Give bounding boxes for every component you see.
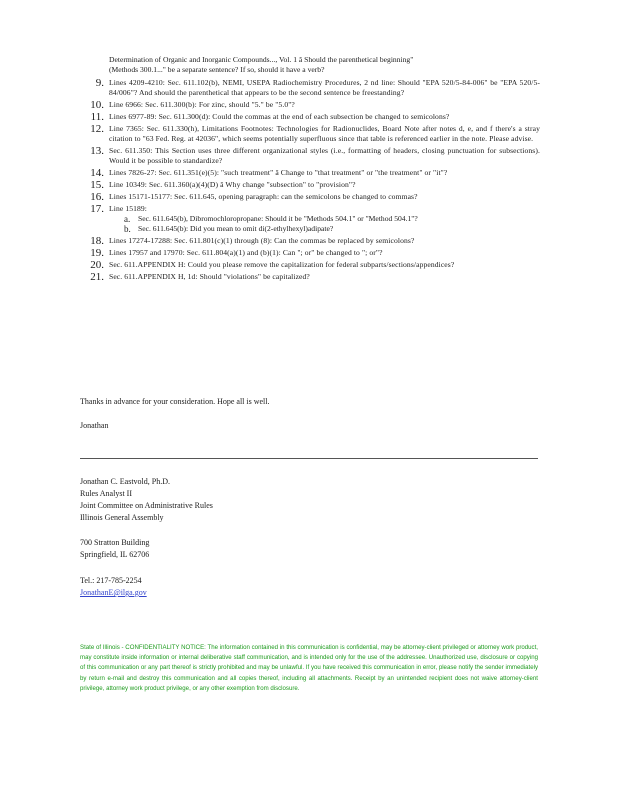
item-number: 20. [90, 259, 104, 271]
signature-address-1: 700 Stratton Building [80, 538, 150, 547]
item-number: 15. [90, 179, 104, 191]
item-text: Line 10349: Sec. 611.360(a)(4)(D) â Why change "subsection" to "provision"? [109, 180, 356, 189]
item-text: Lines 17957 and 17970: Sec. 611.804(a)(1) and (b)(1): Can "; or" be changed to "; or"? [109, 248, 383, 257]
item-text: Lines 4209-4210: Sec. 611.102(b), NEMI, USEPA Radiochemistry Procedures, 2 nd line: Should "EPA 520/5-84-006" be "EPA 520/5-84/006"? And should the parenthetical that appears to be the second sentence be freestanding? [109, 78, 540, 97]
signature-divider [80, 458, 538, 459]
item-number: 14. [90, 167, 104, 179]
sub-item-text: Sec. 611.645(b): Did you mean to omit di(2-ethylhexyl)adipate? [138, 224, 334, 233]
list-item [80, 260, 540, 270]
list-item [80, 236, 540, 246]
list-item [80, 192, 540, 202]
signature-org-1: Joint Committee on Administrative Rules [80, 501, 213, 510]
item-text: Lines 6977-89: Sec. 611.300(d): Could the commas at the end of each subsection be changed to semicolons? [109, 112, 450, 121]
list-item [80, 112, 540, 122]
sub-item [124, 224, 540, 234]
signature-name: Jonathan C. Eastvold, Ph.D. [80, 477, 170, 486]
item-number: 21. [90, 271, 104, 283]
intro-line-2: (Methods 300.1..." be a separate sentence? If so, should it have a verb? [109, 65, 325, 74]
list-item [80, 248, 540, 258]
sub-item-label: a. [124, 214, 131, 224]
sub-item-label: b. [124, 224, 131, 234]
list-item [80, 180, 540, 190]
item-number: 13. [90, 145, 104, 157]
item-text: Sec. 611.APPENDIX H: Could you please remove the capitalization for federal subparts/sections/appendices? [109, 260, 455, 269]
item-text: Sec. 611.350: This Section uses three different organizational styles (i.e., formatting of headers, closing punctuation for subsections). Would it be possible to standardize? [109, 146, 540, 165]
item-text: Line 7365: Sec. 611.330(h), Limitations Footnotes: Technologies for Radionuclides, Board Note after notes d, e, and f there's a stray citation to "63 Fed. Reg. at 42036", which seems potentially superfluous since that table is referenced earlier in the note. Please advise. [109, 124, 540, 143]
item-number: 17. [90, 203, 104, 215]
list-item [80, 100, 540, 110]
confidentiality-notice: State of Illinois - CONFIDENTIALITY NOTICE: The information contained in this communication is confidential, may be attorney-client privileged or attorney work product, may constitute inside information or internal deliberative staff communication, and is intended only for the use of the addressee. Unauthorized use, disclosure or copying of this communication or any part thereof is strictly prohibited and may be unlawful. If you have received this communication in error, please notify the sender immediately by return e-mail and destroy this communication and all copies thereof, including all attachments. Receipt by an unintended recipient does not waive attorney-client privilege, attorney work product privilege, or any other exemption from disclosure. [80, 644, 538, 692]
item-number: 16. [90, 191, 104, 203]
list-item [80, 78, 540, 98]
item-number: 19. [90, 247, 104, 259]
item-number: 12. [90, 123, 104, 135]
comment-list [80, 55, 540, 284]
item-number: 10. [90, 99, 104, 111]
item-number: 9. [95, 77, 104, 89]
list-item [80, 124, 540, 144]
email-link[interactable]: JonathanE@ilga.gov [80, 588, 147, 597]
item-text: Lines 15171-15177: Sec. 611.645, opening paragraph: can the semicolons be changed to commas? [109, 192, 418, 201]
signature-address-2: Springfield, IL 62706 [80, 550, 150, 559]
list-item [80, 272, 540, 282]
item-text: Line 15189: [109, 204, 148, 213]
first-name: Jonathan [80, 421, 109, 430]
list-item [80, 146, 540, 166]
item-text: Sec. 611.APPENDIX H, 1d: Should "violations" be capitalized? [109, 272, 310, 281]
signature-telephone: Tel.: 217-785-2254 [80, 576, 142, 585]
list-item [80, 204, 540, 234]
item-text: Lines 7826-27: Sec. 611.351(e)(5): "such treatment" â Change to "that treatment" or "the treatment" or "it"? [109, 168, 448, 177]
sub-item [124, 214, 540, 224]
intro-line-1: Determination of Organic and Inorganic Compounds..., Vol. 1 â Should the parenthetical beginning" [109, 55, 414, 64]
item-text: Lines 17274-17288: Sec. 611.801(c)(1) through (8): Can the commas be replaced by semicolons? [109, 236, 415, 245]
closing-text: Thanks in advance for your consideration. Hope all is well. [80, 397, 270, 406]
sub-item-text: Sec. 611.645(b), Dibromochloropropane: Should it be "Methods 504.1" or "Method 504.1"? [138, 214, 418, 223]
item-number: 11. [90, 111, 104, 123]
signature-org-2: Illinois General Assembly [80, 513, 164, 522]
item-text: Line 6966: Sec. 611.300(b): For zinc, should "5." be "5.0"? [109, 100, 295, 109]
list-item [80, 168, 540, 178]
signature-title: Rules Analyst II [80, 489, 132, 498]
item-number: 18. [90, 235, 104, 247]
